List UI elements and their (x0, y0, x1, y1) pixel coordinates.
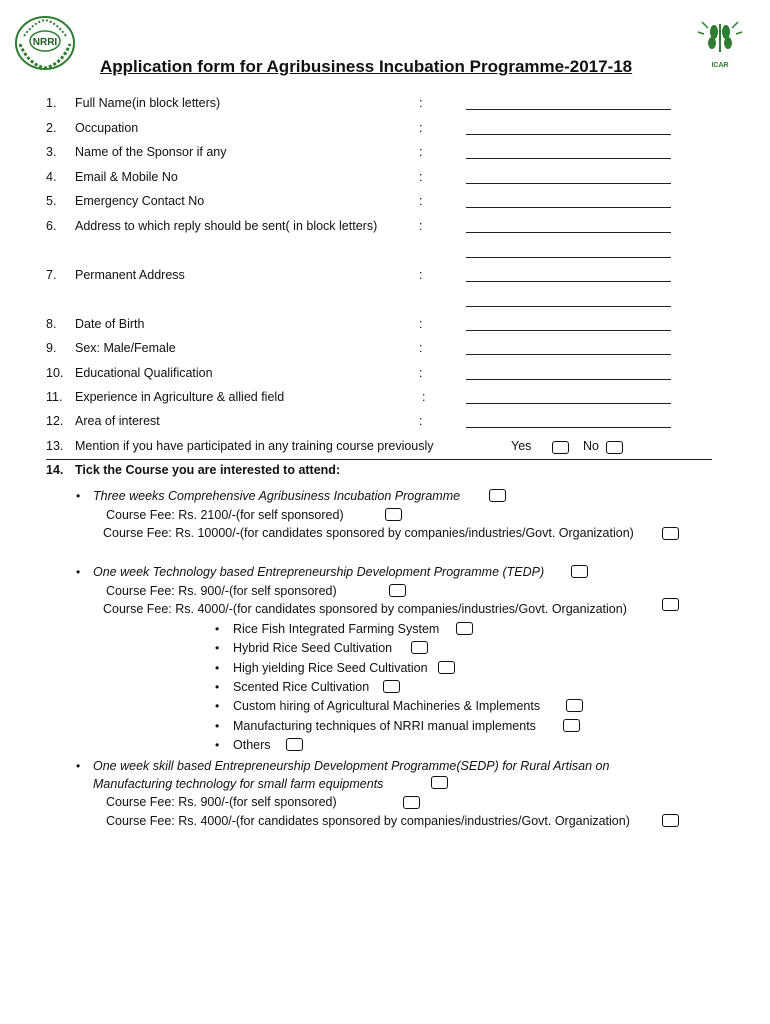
field-colon: : (419, 145, 423, 159)
course-1-fee-self: Course Fee: Rs. 2100/-(for self sponsored) (106, 508, 344, 522)
address-line-2[interactable] (466, 257, 671, 258)
course-selection-label: Tick the Course you are interested to attend: (75, 463, 341, 477)
field-label: Occupation (75, 121, 139, 135)
bullet-icon: • (215, 680, 220, 694)
form-title: Application form for Agribusiness Incubation Programme-2017-18 (100, 57, 633, 76)
field-colon: : (419, 366, 423, 380)
icar-logo-text: ICAR (711, 62, 729, 69)
bullet-icon: • (215, 641, 220, 655)
field-number: 7. (46, 268, 57, 282)
field-number: 12. (46, 414, 64, 428)
field-input-line[interactable] (466, 232, 671, 233)
course-3-fee-self: Course Fee: Rs. 900/-(for self sponsored) (106, 795, 337, 809)
previous-training-label: Mention if you have participated in any training course previously (75, 439, 434, 453)
field-label: Email & Mobile No (75, 170, 178, 184)
field-label: Area of interest (75, 414, 160, 428)
field-input-line[interactable] (466, 427, 671, 428)
bullet-icon: • (215, 738, 220, 752)
field-colon: : (419, 170, 423, 184)
field-label: Full Name(in block letters) (75, 96, 221, 110)
field-number: 6. (46, 219, 57, 233)
course-1-fee-self-checkbox[interactable] (385, 508, 402, 521)
course-2-checkbox[interactable] (571, 565, 588, 578)
course-3-fee-self-checkbox[interactable] (403, 796, 420, 809)
section-divider (46, 459, 712, 460)
field-number: 8. (46, 317, 57, 331)
field-colon: : (419, 194, 423, 208)
tedp-topic-label: Manufacturing techniques of NRRI manual implements (233, 719, 536, 733)
field-colon: : (422, 390, 426, 404)
permanent-address-line-2[interactable] (466, 306, 671, 307)
bullet-icon: • (215, 622, 220, 636)
field-input-line[interactable] (466, 330, 671, 331)
bullet-icon: • (215, 661, 220, 675)
course-1-checkbox[interactable] (489, 489, 506, 502)
course-3-fee-org-checkbox[interactable] (662, 814, 679, 827)
tedp-topic-label: Scented Rice Cultivation (233, 680, 370, 694)
field-input-line[interactable] (466, 158, 671, 159)
field-input-line[interactable] (466, 281, 671, 282)
field-colon: : (419, 317, 423, 331)
nrri-logo-text: NRRI (32, 37, 58, 48)
field-input-line[interactable] (466, 183, 671, 184)
no-checkbox[interactable] (606, 441, 623, 454)
course-1-fee-org: Course Fee: Rs. 10000/-(for candidates sponsored by companies/industries/Govt. Organization) (103, 526, 634, 540)
field-input-line[interactable] (466, 134, 671, 135)
tedp-topic-checkbox[interactable] (566, 699, 583, 712)
field-number: 9. (46, 341, 57, 355)
no-label: No (583, 439, 599, 453)
field-label: Address to which reply should be sent( in block letters) (75, 219, 378, 233)
tedp-topic-label: Rice Fish Integrated Farming System (233, 622, 440, 636)
tedp-topic-label: Hybrid Rice Seed Cultivation (233, 641, 393, 655)
field-colon: : (419, 341, 423, 355)
tedp-topic-label: High yielding Rice Seed Cultivation (233, 661, 428, 675)
field-number: 3. (46, 145, 57, 159)
course-3-checkbox[interactable] (431, 776, 448, 789)
nrri-logo (14, 14, 76, 72)
field-colon: : (419, 414, 423, 428)
field-number: 14. (46, 463, 64, 477)
tedp-topic-checkbox[interactable] (411, 641, 428, 654)
field-input-line[interactable] (466, 354, 671, 355)
yes-label: Yes (511, 439, 532, 453)
field-label: Permanent Address (75, 268, 185, 282)
tedp-topic-checkbox[interactable] (286, 738, 303, 751)
field-number: 4. (46, 170, 57, 184)
course-2-fee-org-checkbox[interactable] (662, 598, 679, 611)
course-2-fee-org: Course Fee: Rs. 4000/-(for candidates sponsored by companies/industries/Govt. Organization) (103, 602, 627, 616)
bullet-icon: • (215, 699, 220, 713)
course-2-fee-self-checkbox[interactable] (389, 584, 406, 597)
field-input-line[interactable] (466, 379, 671, 380)
field-label: Date of Birth (75, 317, 145, 331)
field-number: 13. (46, 439, 64, 453)
field-label: Sex: Male/Female (75, 341, 176, 355)
tedp-topic-label: Others (233, 738, 271, 752)
field-number: 2. (46, 121, 57, 135)
tedp-topic-checkbox[interactable] (563, 719, 580, 732)
field-colon: : (419, 268, 423, 282)
tedp-topic-label: Custom hiring of Agricultural Machineries & Implements (233, 699, 541, 713)
course-3-fee-org: Course Fee: Rs. 4000/-(for candidates sponsored by companies/industries/Govt. Organization) (106, 814, 630, 828)
field-label: Educational Qualification (75, 366, 213, 380)
tedp-topic-checkbox[interactable] (438, 661, 455, 674)
icar-logo (694, 18, 746, 70)
course-2-title: One week Technology based Entrepreneurship Development Programme (TEDP) (93, 565, 545, 579)
field-colon: : (419, 121, 423, 135)
field-number: 5. (46, 194, 57, 208)
field-number: 1. (46, 96, 57, 110)
course-2-fee-self: Course Fee: Rs. 900/-(for self sponsored) (106, 584, 337, 598)
field-number: 11. (46, 390, 63, 404)
field-input-line[interactable] (466, 403, 671, 404)
bullet-icon: • (76, 565, 81, 579)
course-1-title: Three weeks Comprehensive Agribusiness Incubation Programme (93, 489, 461, 503)
tedp-topic-checkbox[interactable] (456, 622, 473, 635)
course-1-fee-org-checkbox[interactable] (662, 527, 679, 540)
tedp-topic-checkbox[interactable] (383, 680, 400, 693)
yes-checkbox[interactable] (552, 441, 569, 454)
field-number: 10. (46, 366, 64, 380)
field-label: Emergency Contact No (75, 194, 205, 208)
field-label: Name of the Sponsor if any (75, 145, 227, 159)
bullet-icon: • (76, 759, 81, 773)
field-colon: : (419, 219, 423, 233)
bullet-icon: • (215, 719, 220, 733)
field-input-line[interactable] (466, 207, 671, 208)
field-label: Experience in Agriculture & allied field (75, 390, 285, 404)
course-3-title-line-2: Manufacturing technology for small farm equipments (93, 777, 384, 791)
field-colon: : (419, 96, 423, 110)
bullet-icon: • (76, 489, 81, 503)
course-3-title-line-1: One week skill based Entrepreneurship Development Programme(SEDP) for Rural Artisan on (93, 759, 610, 773)
field-input-line[interactable] (466, 109, 671, 110)
